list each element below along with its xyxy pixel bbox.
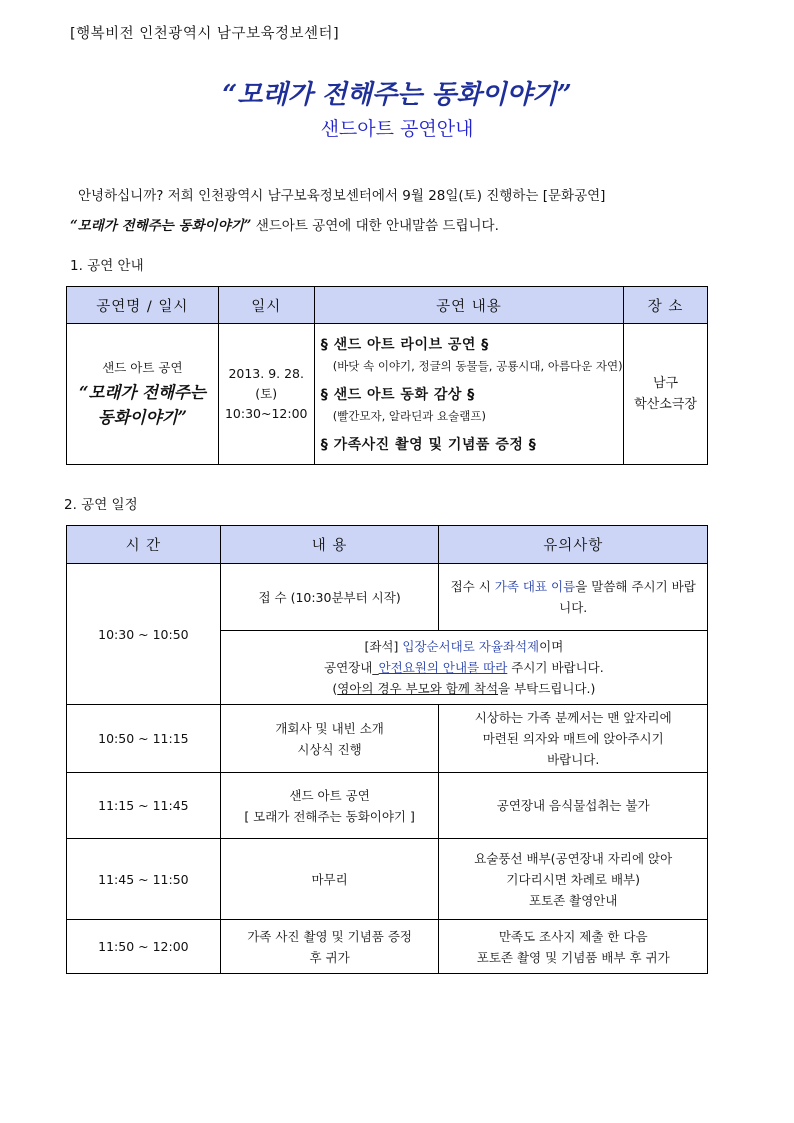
header-time: 시 간 bbox=[67, 526, 221, 564]
time-cell: 11:50 ~ 12:00 bbox=[67, 920, 221, 974]
sub-title: 샌드아트 공연안내 bbox=[320, 118, 474, 140]
highlight-text: 안전요원의 안내를 따라 bbox=[378, 660, 508, 675]
highlight-text: 가족 대표 이름 bbox=[494, 579, 576, 594]
content-cell: 접 수 (10:30분부터 시작) bbox=[220, 564, 439, 631]
table-row bbox=[67, 564, 708, 631]
intro-line-1: 안녕하십니까? 저희 인천광역시 남구보육정보센터에서 9월 28일(토) 진행하는 [문화공연] bbox=[78, 188, 606, 204]
program-cell bbox=[314, 324, 623, 465]
header-content: 내 용 bbox=[220, 526, 439, 564]
intro-rest: 샌드아트 공연에 대한 안내말씀 드립니다. bbox=[251, 218, 499, 234]
underlined-text: 영아의 경우 부모와 함께 착석 bbox=[337, 681, 499, 696]
section2-heading: 2. 공연 일정 bbox=[64, 497, 138, 513]
note-cell: 요술풍선 배부(공연장내 자리에 앉아 기다리시면 차례로 배부) 포토존 촬영안내 bbox=[439, 839, 708, 920]
time-cell: 11:15 ~ 11:45 bbox=[67, 773, 221, 839]
header-content: 공연 내용 bbox=[314, 287, 623, 324]
content-cell: 가족 사진 촬영 및 기념품 증정 후 귀가 bbox=[220, 920, 439, 974]
show-script-title: “모래가 전해주는 동화이야기” bbox=[78, 383, 206, 427]
program-detail: (바닷 속 이야기, 정글의 동물들, 공룡시대, 아름다운 자연) bbox=[332, 359, 623, 373]
table-row bbox=[67, 839, 708, 920]
table-row bbox=[67, 705, 708, 773]
program-item: § 샌드 아트 동화 감상 § bbox=[320, 387, 475, 403]
table-row bbox=[67, 773, 708, 839]
note-cell: 시상하는 가족 분께서는 맨 앞자리에 마련된 의자와 매트에 앉아주시기 바랍니다. bbox=[439, 705, 708, 773]
program-item: § 샌드 아트 라이브 공연 § bbox=[320, 337, 489, 353]
program-item: § 가족사진 촬영 및 기념품 증정 § bbox=[320, 437, 537, 453]
table-row bbox=[67, 920, 708, 974]
note-cell: 만족도 조사지 제출 한 다음 포토존 촬영 및 기념품 배부 후 귀가 bbox=[439, 920, 708, 974]
organization-header: [행복비전 인천광역시 남구보육정보센터] bbox=[70, 26, 340, 42]
header-date: 일시 bbox=[218, 287, 314, 324]
time-cell: 11:45 ~ 11:50 bbox=[67, 839, 221, 920]
header-show-date: 공연명 / 일시 bbox=[67, 287, 219, 324]
show-name-cell bbox=[67, 324, 219, 465]
time-cell: 10:30 ~ 10:50 bbox=[67, 564, 221, 705]
content-cell: 개회사 및 내빈 소개 시상식 진행 bbox=[220, 705, 439, 773]
intro-line-2 bbox=[70, 212, 710, 241]
content-cell: 샌드 아트 공연 [ 모래가 전해주는 동화이야기 ] bbox=[220, 773, 439, 839]
header-notes: 유의사항 bbox=[439, 526, 708, 564]
show-date-cell: 2013. 9. 28. (토) 10:30~12:00 bbox=[218, 324, 314, 465]
program-detail: (빨간모자, 알라딘과 요술램프) bbox=[332, 409, 486, 423]
time-cell: 10:50 ~ 11:15 bbox=[67, 705, 221, 773]
highlight-text: 입장순서대로 자율좌석제 bbox=[398, 639, 540, 654]
show-label: 샌드 아트 공연 bbox=[102, 360, 183, 375]
performance-info-table bbox=[66, 286, 708, 465]
content-cell: 마무리 bbox=[220, 839, 439, 920]
seating-note-cell: [좌석] 입장순서대로 자율좌석제이며 공연장내_안전요원의 안내를 따라 주시기 바랍니다. (영아의 경우 부모와 함께 착석을 부탁드립니다.) bbox=[220, 631, 707, 705]
venue-cell: 남구 학산소극장 bbox=[624, 324, 708, 465]
section1-heading: 1. 공연 안내 bbox=[70, 258, 144, 274]
main-title: “모래가 전해주는 동화이야기” bbox=[222, 80, 572, 110]
intro-quote: “모래가 전해주는 동화이야기” bbox=[70, 218, 252, 234]
note-cell: 접수 시 가족 대표 이름을 말씀해 주시기 바랍니다. bbox=[439, 564, 708, 631]
header-venue: 장 소 bbox=[624, 287, 708, 324]
schedule-table bbox=[66, 525, 708, 974]
note-cell: 공연장내 음식물섭취는 불가 bbox=[439, 773, 708, 839]
